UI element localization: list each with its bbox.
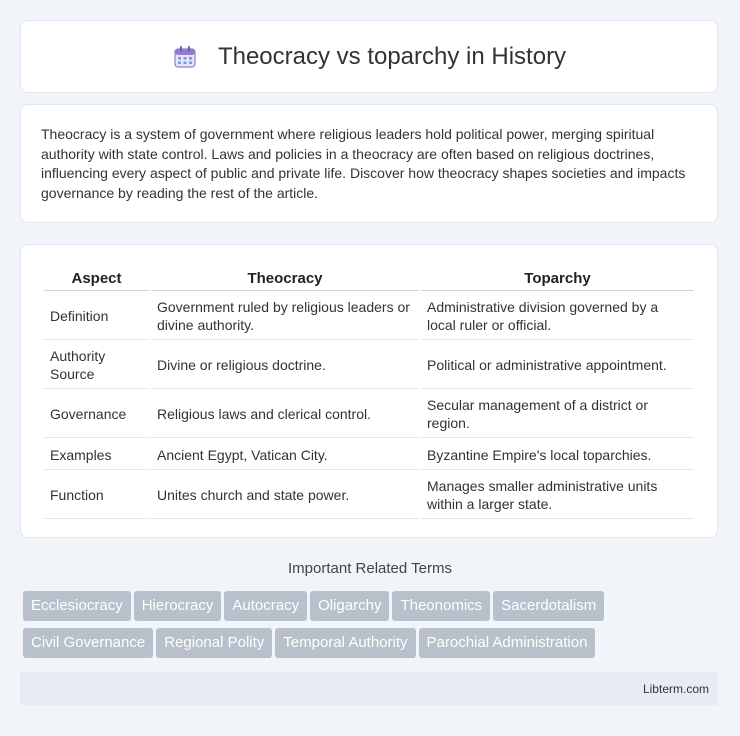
table-cell: Function bbox=[44, 472, 149, 519]
column-header-toparchy: Toparchy bbox=[421, 267, 694, 291]
table-cell: Definition bbox=[44, 293, 149, 340]
table-cell: Divine or religious doctrine. bbox=[151, 342, 419, 389]
related-term-tag[interactable]: Oligarchy bbox=[310, 591, 389, 621]
page-title: Theocracy vs toparchy in History bbox=[217, 42, 567, 70]
table-cell: Governance bbox=[44, 391, 149, 438]
table-cell: Manages smaller administrative units within a larger state. bbox=[421, 472, 694, 519]
intro-card bbox=[20, 104, 718, 223]
table-row bbox=[44, 440, 694, 470]
related-term-tag[interactable]: Regional Polity bbox=[156, 628, 272, 658]
table-cell: Examples bbox=[44, 440, 149, 470]
table-row bbox=[44, 391, 694, 438]
related-term-tag[interactable]: Civil Governance bbox=[23, 628, 153, 658]
comparison-card bbox=[20, 244, 718, 538]
table-cell: Secular management of a district or region. bbox=[421, 391, 694, 438]
table-row bbox=[44, 293, 694, 340]
table-cell: Religious laws and clerical control. bbox=[151, 391, 419, 438]
intro-text: Theocracy is a system of government where religious leaders hold political power, merging spiritual authority with state control. Laws and policies in a theocracy are often based on religious doctrines, influencing every aspect of public and private life. Discover how theocracy shapes societies and impacts governance by reading the rest of the article. bbox=[41, 126, 686, 201]
title-card bbox=[20, 20, 718, 93]
table-cell: Authority Source bbox=[44, 342, 149, 389]
table-row bbox=[44, 472, 694, 519]
table-cell: Government ruled by religious leaders or divine authority. bbox=[151, 293, 419, 340]
related-term-tag[interactable]: Temporal Authority bbox=[275, 628, 415, 658]
column-header-aspect: Aspect bbox=[44, 267, 149, 291]
related-term-tag[interactable]: Theonomics bbox=[392, 591, 490, 621]
comparison-table bbox=[42, 265, 696, 521]
calendar-icon bbox=[172, 44, 198, 70]
related-term-tag[interactable]: Parochial Administration bbox=[419, 628, 596, 658]
table-cell: Administrative division governed by a local ruler or official. bbox=[421, 293, 694, 340]
related-term-tag[interactable]: Autocracy bbox=[224, 591, 307, 621]
related-term-tag[interactable]: Sacerdotalism bbox=[493, 591, 604, 621]
related-term-tag[interactable]: Hierocracy bbox=[134, 591, 222, 621]
table-cell: Unites church and state power. bbox=[151, 472, 419, 519]
table-cell: Political or administrative appointment. bbox=[421, 342, 694, 389]
table-row bbox=[44, 342, 694, 389]
related-terms-list bbox=[23, 591, 723, 665]
footer-site-link[interactable]: Libterm.com bbox=[642, 681, 709, 696]
related-term-tag[interactable]: Ecclesiocracy bbox=[23, 591, 131, 621]
table-cell: Byzantine Empire's local toparchies. bbox=[421, 440, 694, 470]
table-cell: Ancient Egypt, Vatican City. bbox=[151, 440, 419, 470]
footer bbox=[20, 672, 718, 705]
related-terms-title: Important Related Terms bbox=[288, 560, 452, 577]
column-header-theocracy: Theocracy bbox=[151, 267, 419, 291]
